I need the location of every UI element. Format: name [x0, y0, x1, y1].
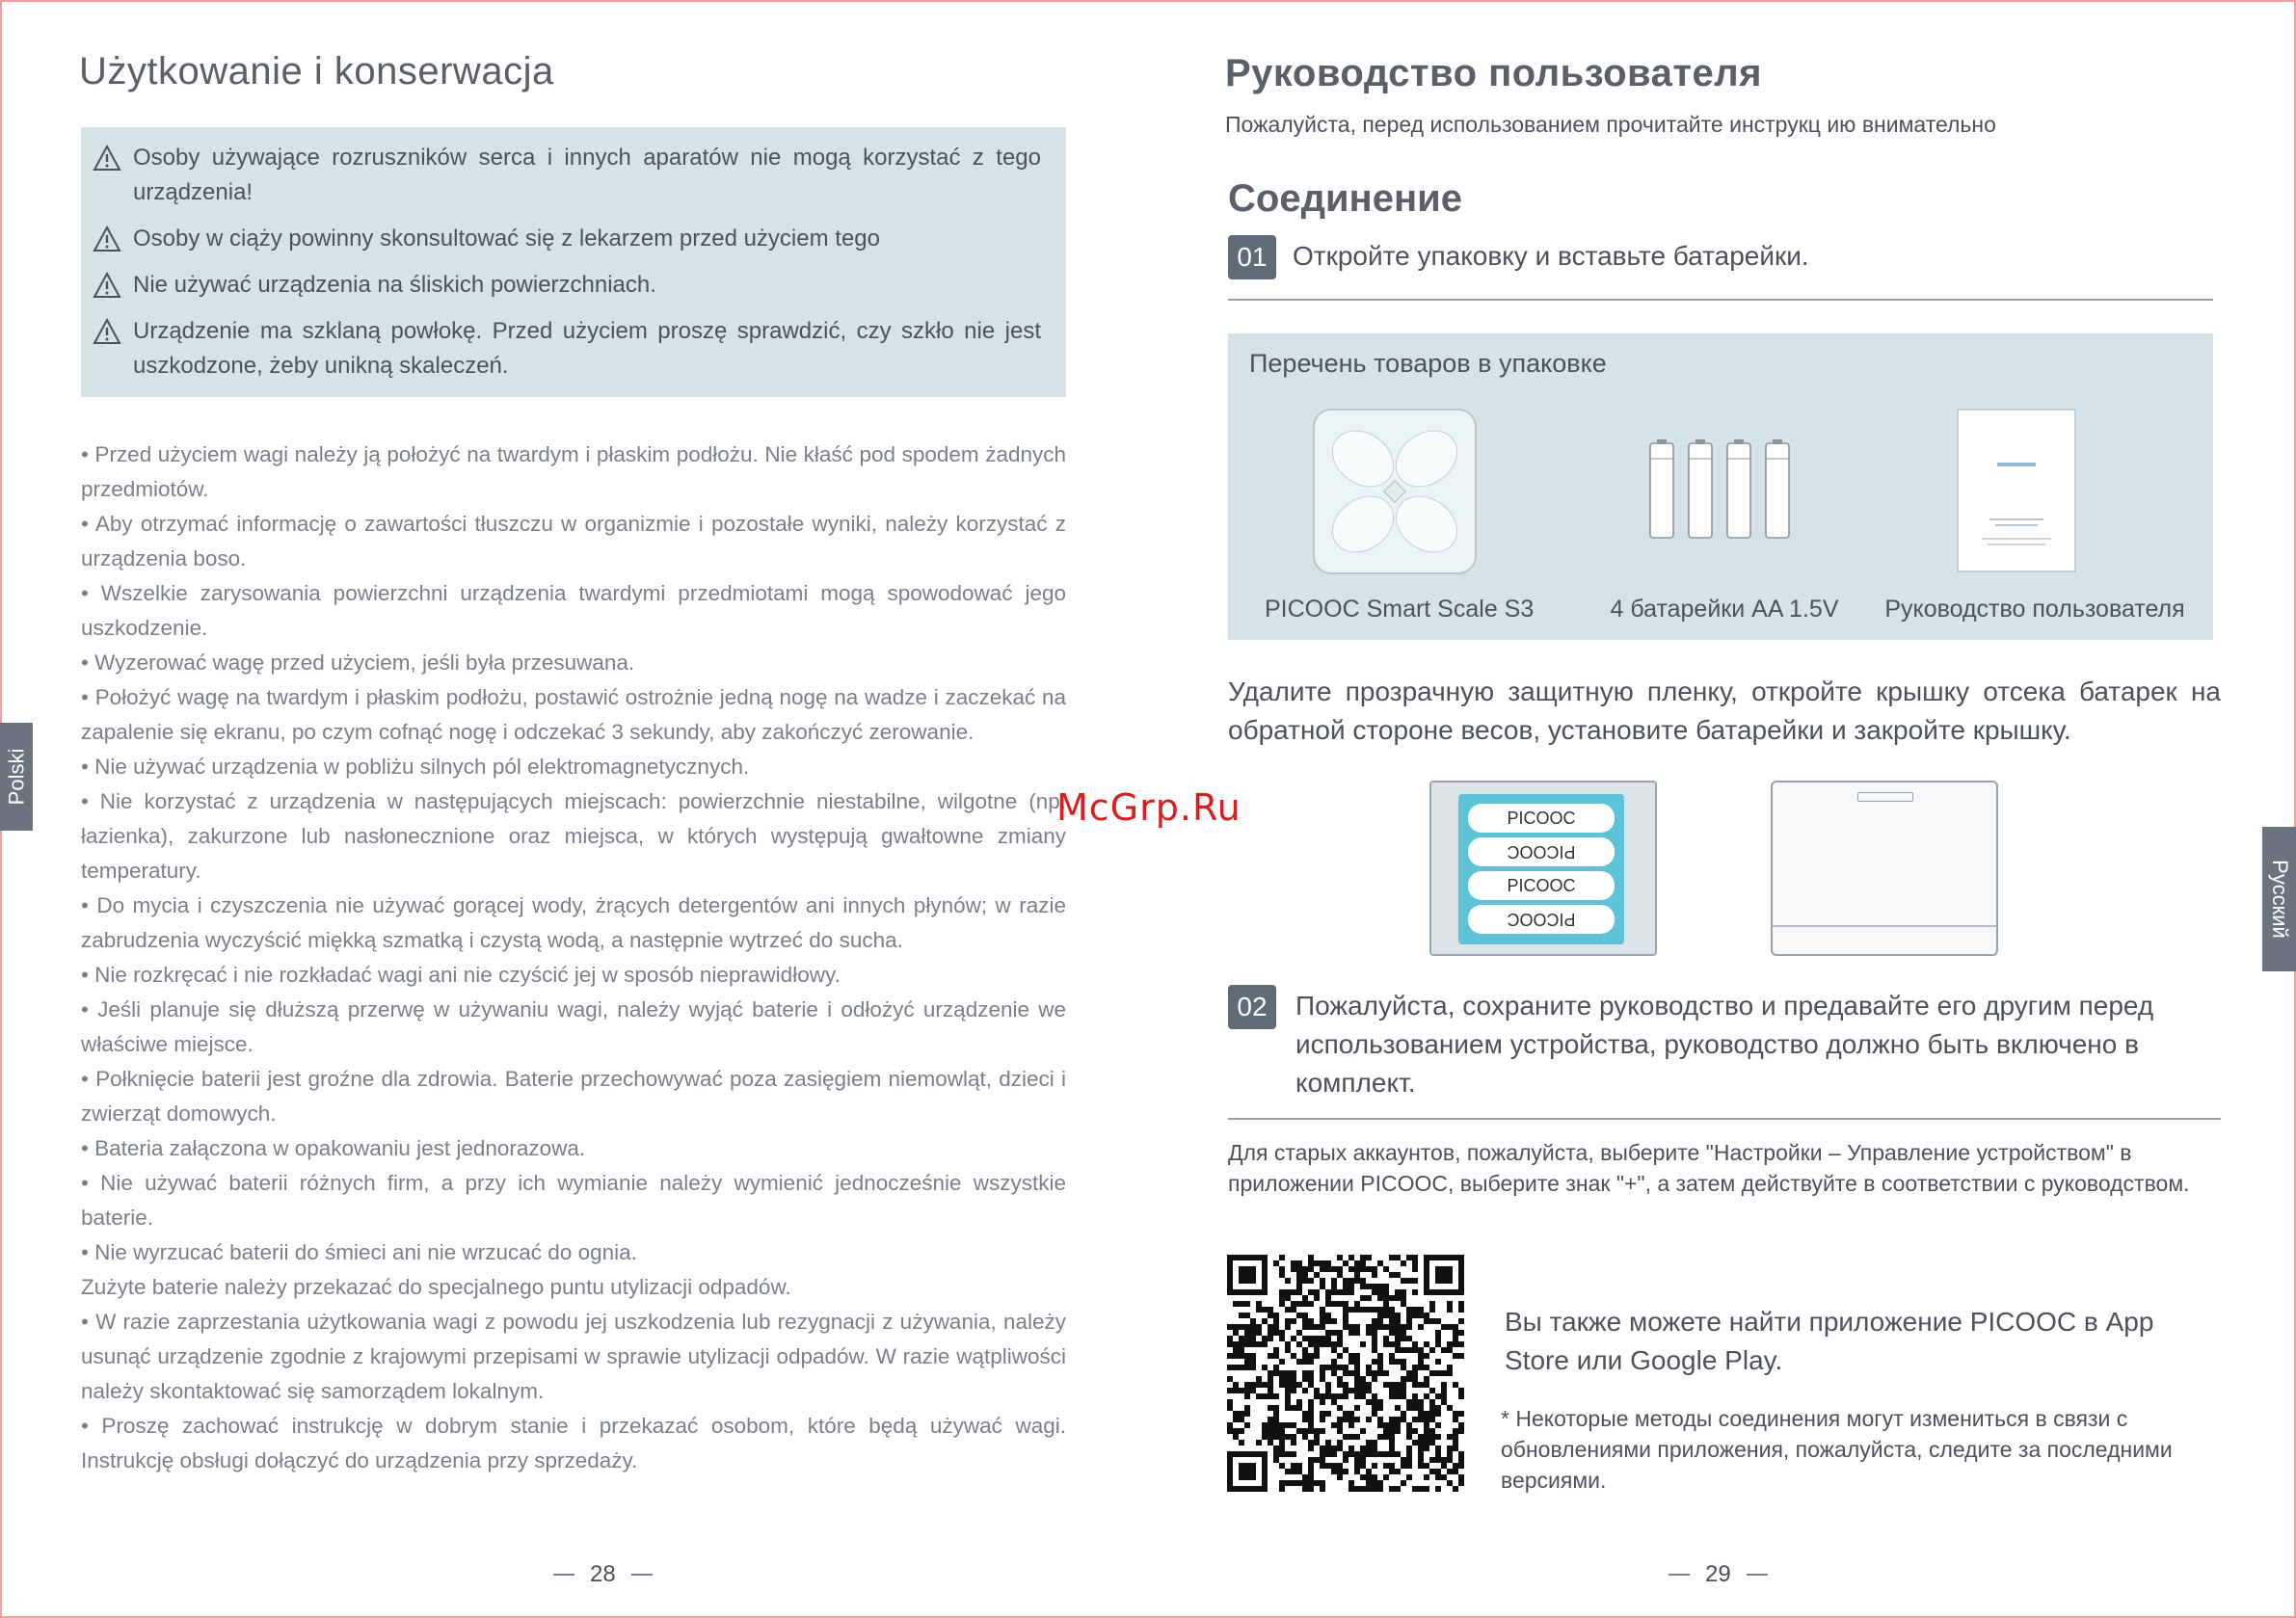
item-label-scale: PICOOC Smart Scale S3 [1265, 596, 1535, 623]
find-app-text: Вы также можете найти приложение PICOOC в App Store или Google Play. [1505, 1307, 2154, 1375]
item-label-batteries: 4 батарейки AA 1.5V [1610, 596, 1839, 623]
instruction-item: • Proszę zachować instrukcję w dobrym stanie i przekazać osobom, które będą używać wagi. Instrukcję obsługi dołączyć do urządzenia przy sprzedaży. [81, 1414, 1066, 1472]
step2-text: Пожалуйста, сохраните руководство и предавайте его другим перед использованием устройства, руководство должно быть включено в комплект. [1295, 991, 2154, 1098]
warning-triangle-icon [93, 145, 121, 172]
language-tab-russian: Русский [2262, 827, 2296, 971]
instruction-item: • Aby otrzymać informację o zawartości tłuszczu w organizmie i pozostałe wyniki, należy korzystać z urządzenia boso. [81, 512, 1066, 570]
warning-text: Osoby używające rozruszników serca i innych aparatów nie mogą korzystać z tego urządzenia! [133, 145, 1041, 205]
battery-cell: PICOOC [1468, 905, 1615, 934]
warning-text: Urządzenie ma szklaną powłokę. Przed użyciem proszę sprawdzić, czy szkło nie jest uszkodzone, żeby unikną skaleczeń. [133, 318, 1041, 379]
step1-text: Откройте упаковку и вставьте батарейки. [1293, 241, 1809, 271]
battery-holder [1458, 794, 1624, 944]
battery-compartment-image [1429, 781, 1657, 956]
connection-note: * Некоторые методы соединения могут измениться в связи с обновлениями приложения, пожалуйста, следите за последними версиями. [1501, 1406, 2173, 1493]
warning-item [93, 268, 1041, 303]
warning-text: Nie używać urządzenia na śliskich powierzchniach. [133, 272, 656, 298]
battery-install-text: Удалите прозрачную защитную пленку, откройте крышку отсека батарек на обратной стороне весов, установите батарейки и закройте крышку. [1228, 676, 2221, 745]
step-badge-02: 02 [1228, 985, 1276, 1029]
divider [1228, 1118, 2221, 1120]
battery-cell: PICOOC [1468, 804, 1615, 833]
instruction-item: • Przed użyciem wagi należy ją położyć na twardym i płaskim podłożu. Nie kłaść pod spodem żadnych przedmiotów. [81, 442, 1066, 501]
warning-triangle-icon [93, 272, 121, 299]
instruction-item: • Wyzerować wagę przed użyciem, jeśli była przesuwana. [81, 650, 635, 675]
warning-item [93, 222, 1041, 256]
instruction-item: • Jeśli planuje się dłuższą przerwę w używaniu wagi, należy wyjąć baterie i odłożyć urządzenie we właściwe miejsce. [81, 997, 1066, 1056]
battery-cell: PICOOC [1468, 871, 1615, 900]
care-instructions [81, 438, 1066, 1478]
instruction-item: • Nie rozkręcać i nie rozkładać wagi ani nie czyścić jej w sposób nieprawidłowy. [81, 963, 841, 987]
language-tab-polish: Polski [0, 723, 33, 831]
divider [1228, 299, 2213, 301]
instruction-item: • W razie zaprzestania użytkowania wagi z powodu jej uszkodzenia lub rezygnacji z używania, należy usunąć urządzenie zgodnie z krajowymi przepisami w sprawie utylizacji odpadów. W razie wątpliwości należy skontaktować się samorządem lokalnym. [81, 1310, 1066, 1403]
instruction-item: • Nie wyrzucać baterii do śmieci ani nie wrzucać do ognia. [81, 1240, 637, 1264]
manual-image [1957, 409, 2076, 572]
instruction-item: • Połknięcie baterii jest groźne dla zdrowia. Baterie przechowywać poza zasięgiem niemowląt, dzieci i zwierząt domowych. [81, 1067, 1066, 1126]
page-subtitle: Пожалуйста, перед использованием прочитайте инструкц ию внимательно [1225, 112, 1996, 137]
page-title-russian: Руководство пользователя [1225, 52, 1762, 94]
warning-triangle-icon [93, 318, 121, 345]
instruction-item: • Nie korzystać z urządzenia w następujących miejscach: powierzchnie niestabilne, wilgotne (np. łazienka), zakurzone lub nasłonecznione oraz miejsca, w których występują gwałtowne zmiany temperatury. [81, 789, 1066, 883]
instruction-item: • Bateria załączona w opakowaniu jest jednorazowa. [81, 1136, 586, 1160]
battery-cell: PICOOC [1468, 837, 1615, 866]
page-number: 28 [553, 1561, 653, 1588]
instruction-item: • Wszelkie zarysowania powierzchni urządzenia twardymi przedmiotami mogą spowodować jego uszkodzenie. [81, 581, 1066, 640]
right-page [1148, 0, 2296, 1618]
step-badge-01: 01 [1228, 235, 1276, 279]
warning-triangle-icon [93, 225, 121, 252]
instruction-item: • Położyć wagę na twardym i płaskim podłożu, postawić ostrożnie jedną nogę na wadze i zaczekać na zapalenie się ekranu, po czym cofnąć nogę i odczekać 3 sekundy, aby zakończyć zerowanie. [81, 685, 1066, 744]
instruction-item: • Do mycia i czyszczenia nie używać gorącej wody, żrących detergentów ani innych płynów; w razie zabrudzenia wyczyścić miękką szmatką i czystą wodą, a następnie wytrzeć do sucha. [81, 893, 1066, 952]
old-accounts-text: Для старых аккаунтов, пожалуйста, выберите "Настройки – Управление устройством" в приложении PICOOC, выберите знак "+", а затем действуйте в соответствии с руководством. [1228, 1140, 2190, 1196]
cover-latch [1857, 792, 1913, 802]
batteries-image [1644, 438, 1799, 544]
package-contents-title: Перечень товаров в упаковке [1249, 349, 1607, 378]
package-contents-box [1228, 333, 2213, 640]
instruction-item: Zużyte baterie należy przekazać do specjalnego puntu utylizacji odpadów. [81, 1275, 791, 1299]
scale-image [1313, 409, 1477, 574]
warning-text: Osoby w ciąży powinny skonsultować się z lekarzem przed użyciem tego [133, 225, 880, 252]
battery-cover-image [1771, 781, 1998, 956]
item-label-manual: Руководство пользователя [1884, 596, 2185, 623]
page-title-polish: Użytkowanie i konserwacja [79, 50, 554, 93]
watermark-text: McGrp.Ru [1056, 786, 1241, 829]
qr-code-image [1227, 1255, 1464, 1492]
warning-item [93, 314, 1041, 384]
warning-item [93, 141, 1041, 210]
instruction-item: • Nie używać baterii różnych firm, a przy ich wymianie należy wymienić jednocześnie wszystkie baterie. [81, 1171, 1066, 1230]
warnings-box [81, 127, 1066, 397]
section-heading: Соединение [1228, 177, 1462, 220]
cover-edge [1773, 925, 1996, 927]
page-number: 29 [1669, 1561, 1768, 1588]
instruction-item: • Nie używać urządzenia w pobliżu silnych pól elektromagnetycznych. [81, 755, 750, 779]
